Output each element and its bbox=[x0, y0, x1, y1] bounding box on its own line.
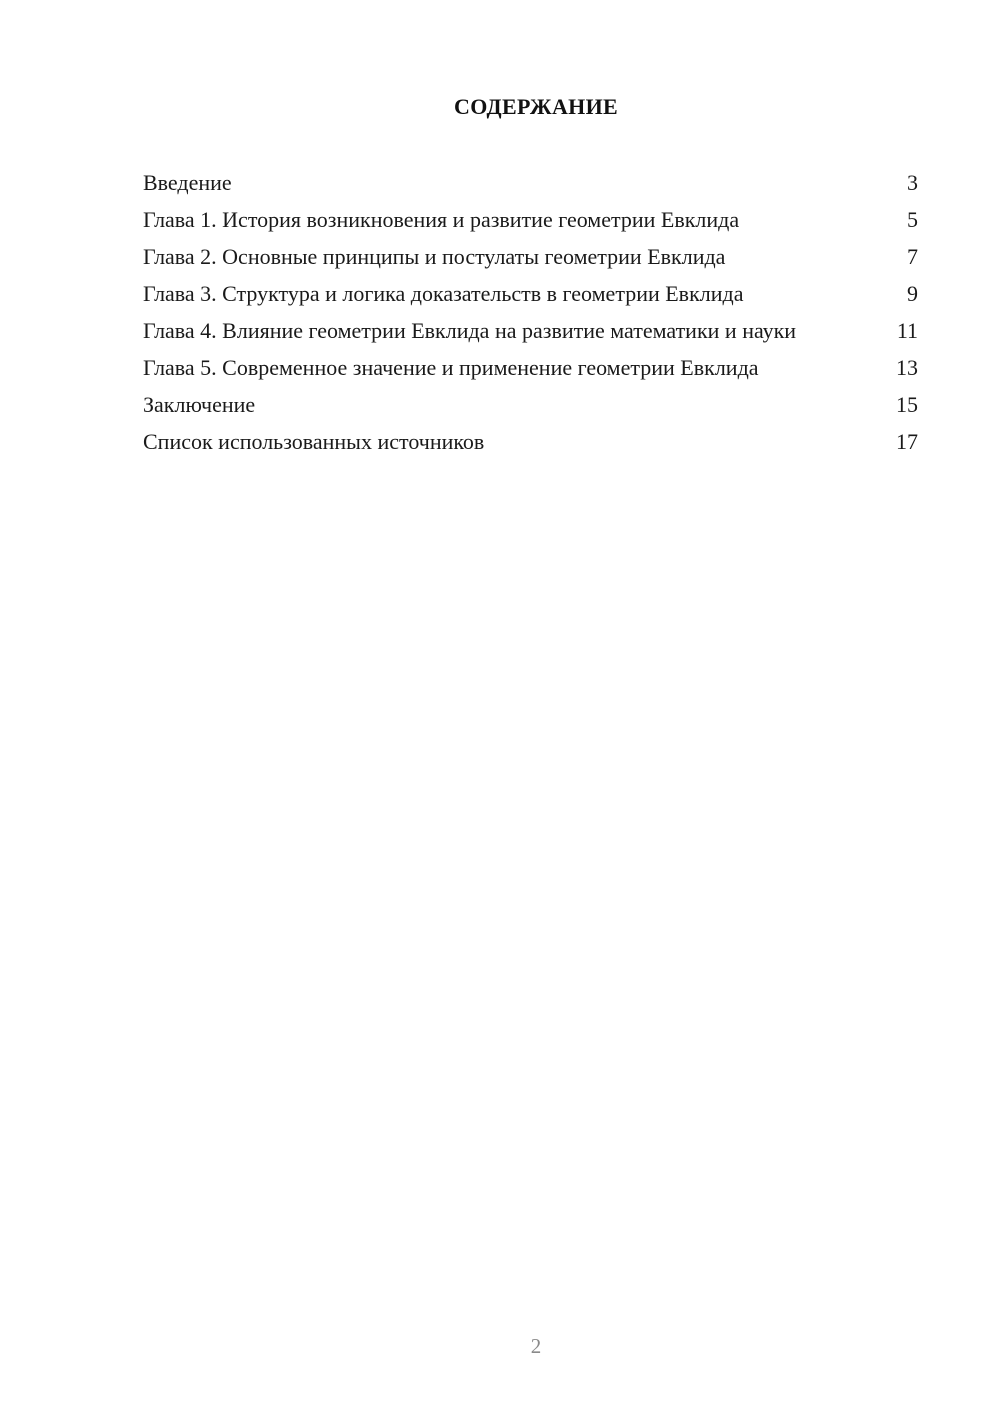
toc-entry-label: Глава 2. Основные принципы и постулаты геометрии Евклида bbox=[143, 244, 726, 269]
toc-entry-references[interactable] bbox=[143, 429, 918, 455]
toc-entry-conclusion[interactable] bbox=[143, 392, 918, 418]
toc-entry-page: 9 bbox=[907, 281, 918, 306]
toc-entry-chapter-4[interactable] bbox=[143, 318, 918, 344]
toc-entry-label: Глава 1. История возникновения и развитие геометрии Евклида bbox=[143, 207, 740, 232]
page-title: СОДЕРЖАНИЕ bbox=[454, 94, 618, 119]
page-number: 2 bbox=[530, 1334, 542, 1358]
toc-entry-chapter-1[interactable] bbox=[143, 207, 918, 233]
toc-entry-page: 15 bbox=[896, 392, 918, 417]
toc-entry-page: 17 bbox=[896, 429, 918, 454]
toc-entry-page: 11 bbox=[896, 318, 918, 343]
toc-entry-label: Введение bbox=[143, 170, 232, 195]
toc-entry-label: Заключение bbox=[143, 392, 256, 417]
toc-entry-label: Список использованных источников bbox=[143, 429, 485, 454]
toc-entry-page: 3 bbox=[907, 170, 918, 195]
toc-entry-page: 5 bbox=[907, 207, 918, 232]
toc-entry-chapter-2[interactable] bbox=[143, 244, 918, 270]
table-of-contents bbox=[143, 170, 918, 466]
toc-entry-introduction[interactable] bbox=[143, 170, 918, 196]
toc-entry-label: Глава 5. Современное значение и применение геометрии Евклида bbox=[143, 355, 759, 380]
toc-entry-chapter-3[interactable] bbox=[143, 281, 918, 307]
toc-entry-label: Глава 4. Влияние геометрии Евклида на развитие математики и науки bbox=[143, 318, 797, 343]
toc-entry-page: 13 bbox=[896, 355, 918, 380]
toc-entry-page: 7 bbox=[907, 244, 918, 269]
toc-entry-chapter-5[interactable] bbox=[143, 355, 918, 381]
toc-entry-label: Глава 3. Структура и логика доказательств в геометрии Евклида bbox=[143, 281, 744, 306]
